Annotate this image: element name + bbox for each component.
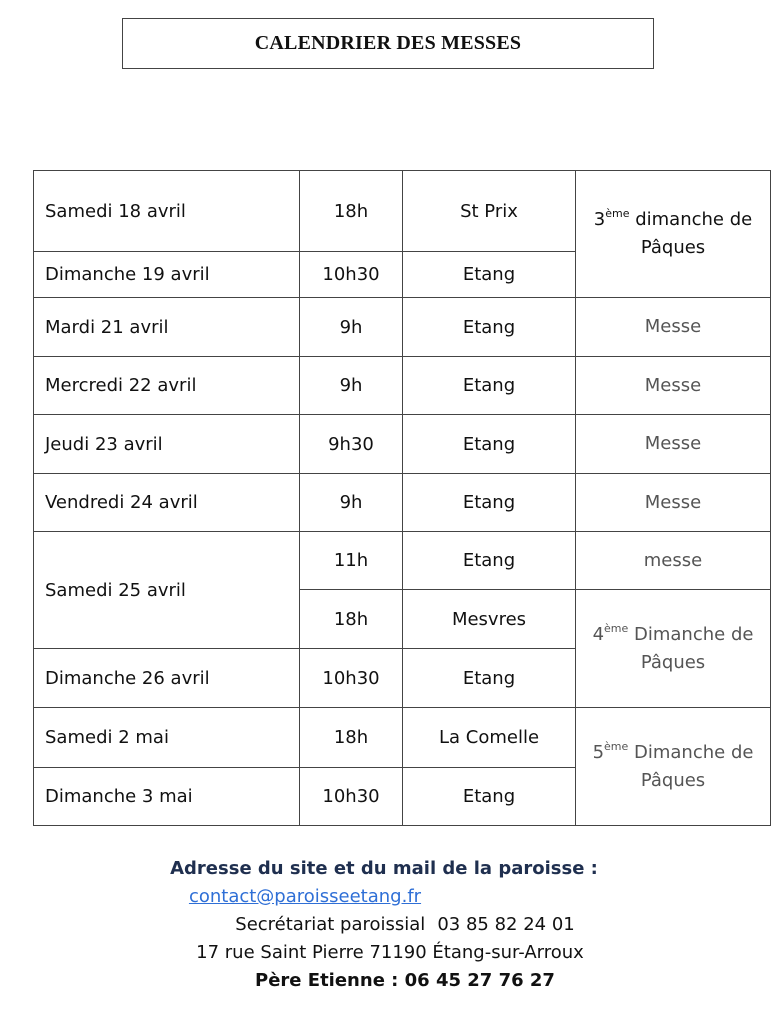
sunday-text: Pâques bbox=[640, 651, 706, 673]
time-cell: 9h bbox=[300, 357, 403, 415]
date-cell: Mercredi 22 avril bbox=[34, 357, 300, 415]
table-row bbox=[34, 357, 771, 415]
time-cell: 9h bbox=[300, 474, 403, 532]
note-cell: Messe bbox=[576, 357, 771, 415]
contact-heading: Adresse du site et du mail de la paroisse : bbox=[170, 858, 598, 879]
place-cell: La Comelle bbox=[403, 708, 576, 768]
date-cell: Dimanche 26 avril bbox=[34, 649, 300, 708]
place-cell: Mesvres bbox=[403, 590, 576, 649]
sunday-text: Dimanche de bbox=[628, 623, 754, 645]
time-cell: 9h30 bbox=[300, 415, 403, 474]
time-cell: 18h bbox=[300, 590, 403, 649]
note-cell: Messe bbox=[576, 474, 771, 532]
time-cell: 10h30 bbox=[300, 768, 403, 826]
sunday-note-cell bbox=[576, 708, 771, 826]
page-title: CALENDRIER DES MESSES bbox=[254, 32, 522, 54]
place-cell: Etang bbox=[403, 252, 576, 298]
note-cell: Messe bbox=[576, 415, 771, 474]
sunday-ordinal: ème bbox=[604, 621, 629, 635]
priest-phone: Père Etienne : 06 45 27 76 27 bbox=[255, 970, 555, 991]
sunday-note-cell bbox=[576, 171, 771, 298]
secretariat-phone: 03 85 82 24 01 bbox=[437, 914, 575, 935]
secretariat-label: Secrétariat paroissial bbox=[235, 914, 426, 935]
sunday-number: 4 bbox=[592, 623, 605, 645]
table-row bbox=[34, 532, 771, 590]
contact-email-link[interactable]: contact@paroisseetang.fr bbox=[188, 886, 422, 907]
date-cell: Mardi 21 avril bbox=[34, 298, 300, 357]
sunday-number: 5 bbox=[592, 741, 605, 763]
place-cell: Etang bbox=[403, 532, 576, 590]
table-row bbox=[34, 171, 771, 252]
time-cell: 18h bbox=[300, 171, 403, 252]
title-box bbox=[122, 18, 654, 69]
sunday-text: dimanche de bbox=[629, 209, 753, 230]
table-row bbox=[34, 708, 771, 768]
parish-address: 17 rue Saint Pierre 71190 Étang-sur-Arroux bbox=[196, 942, 584, 963]
sunday-text: Pâques bbox=[640, 237, 706, 258]
place-cell: Etang bbox=[403, 768, 576, 826]
note-cell: messe bbox=[576, 532, 771, 590]
parish-contact-footer bbox=[0, 855, 780, 995]
table-row bbox=[34, 415, 771, 474]
place-cell: St Prix bbox=[403, 171, 576, 252]
date-cell: Jeudi 23 avril bbox=[34, 415, 300, 474]
place-cell: Etang bbox=[403, 298, 576, 357]
time-cell: 9h bbox=[300, 298, 403, 357]
sunday-text: Dimanche de bbox=[628, 741, 754, 763]
time-cell: 10h30 bbox=[300, 649, 403, 708]
date-cell: Samedi 18 avril bbox=[34, 171, 300, 252]
time-cell: 18h bbox=[300, 708, 403, 768]
sunday-ordinal: ème bbox=[604, 739, 629, 753]
time-cell: 11h bbox=[300, 532, 403, 590]
secretariat-line bbox=[0, 911, 780, 939]
date-cell: Samedi 25 avril bbox=[34, 532, 300, 649]
mass-schedule-table bbox=[33, 170, 771, 826]
sunday-ordinal: ème bbox=[605, 207, 630, 220]
place-cell: Etang bbox=[403, 357, 576, 415]
date-cell: Dimanche 3 mai bbox=[34, 768, 300, 826]
table-row bbox=[34, 298, 771, 357]
time-cell: 10h30 bbox=[300, 252, 403, 298]
sunday-number: 3 bbox=[593, 209, 606, 230]
date-cell: Samedi 2 mai bbox=[34, 708, 300, 768]
sunday-note-cell bbox=[576, 590, 771, 708]
date-cell: Dimanche 19 avril bbox=[34, 252, 300, 298]
place-cell: Etang bbox=[403, 474, 576, 532]
date-cell: Vendredi 24 avril bbox=[34, 474, 300, 532]
table-row bbox=[34, 474, 771, 532]
note-cell: Messe bbox=[576, 298, 771, 357]
sunday-text: Pâques bbox=[640, 769, 706, 791]
place-cell: Etang bbox=[403, 649, 576, 708]
place-cell: Etang bbox=[403, 415, 576, 474]
